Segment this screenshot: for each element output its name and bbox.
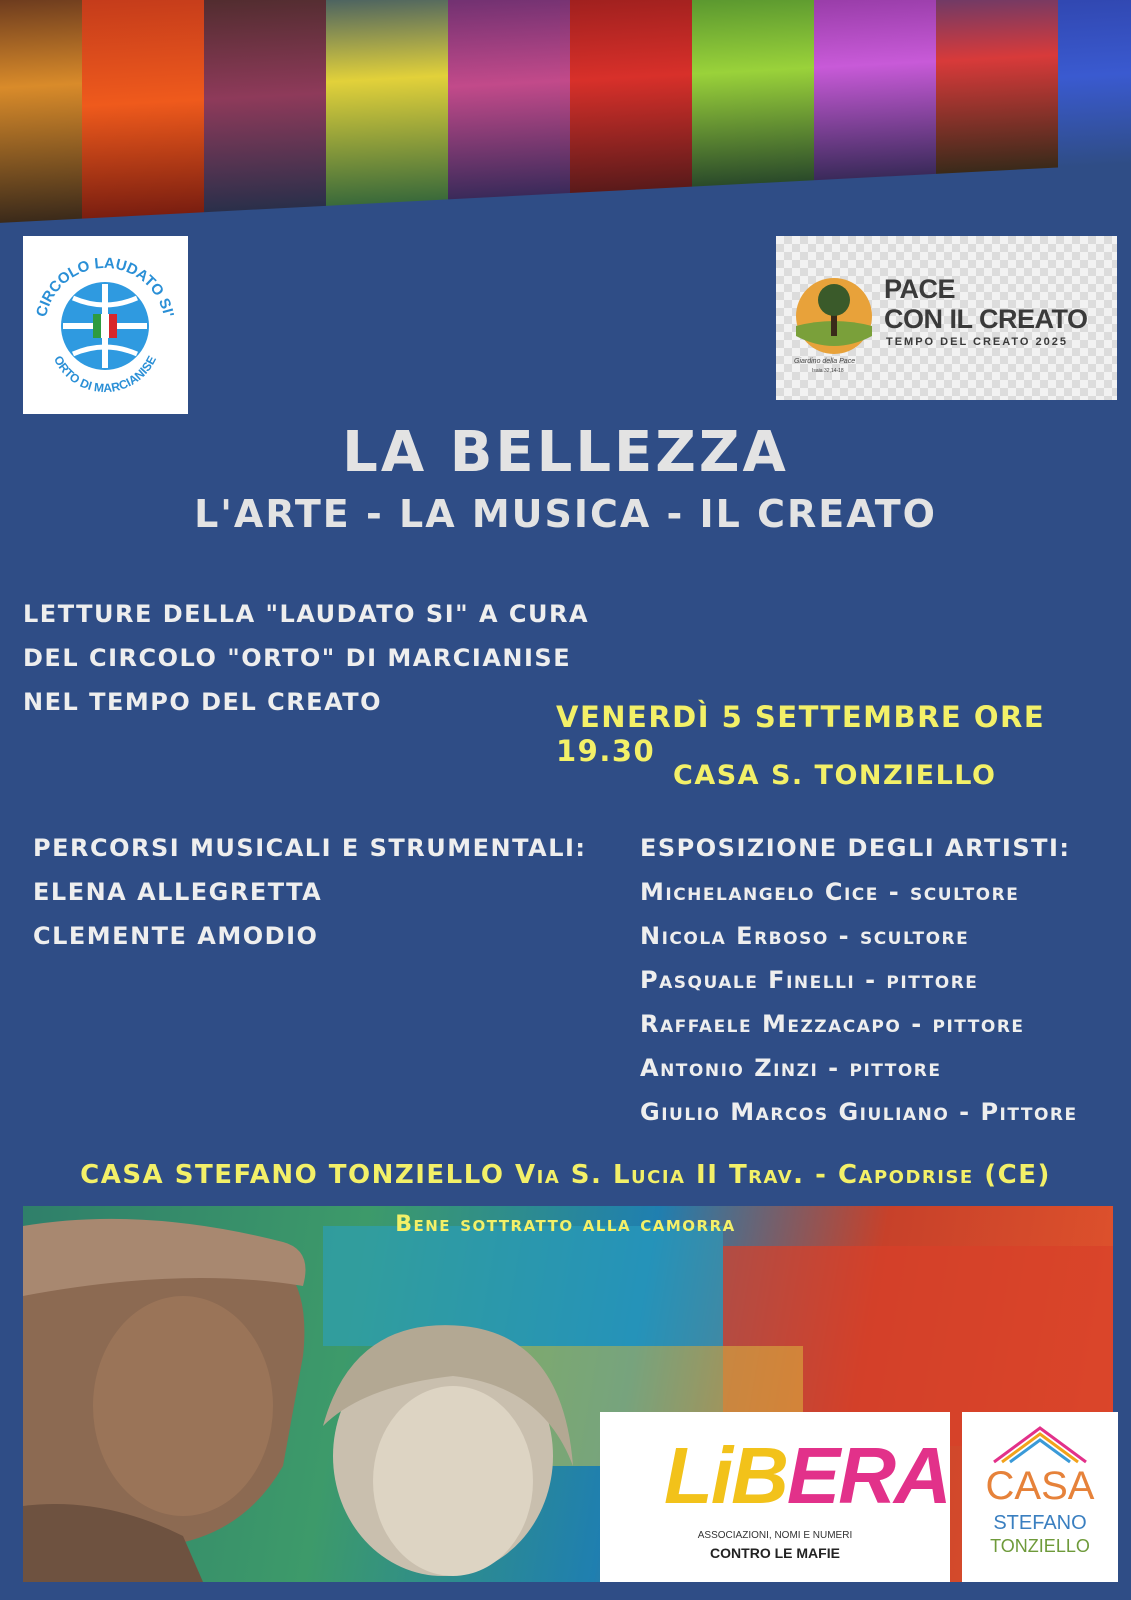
event-subtitle: L'ARTE - LA MUSICA - IL CREATO xyxy=(194,492,937,536)
circolo-ring-top: CIRCOLO LAUDATO SI' xyxy=(33,254,177,319)
pace-con-il-creato-logo xyxy=(776,236,1117,400)
libera-tagline: ASSOCIAZIONI, NOMI E NUMERI xyxy=(697,1530,853,1541)
libera-logo xyxy=(600,1412,950,1582)
letture-line: NEL TEMPO DEL CREATO xyxy=(23,688,383,716)
sculpture-heads-image xyxy=(23,1206,623,1582)
casa-word: CASA xyxy=(985,1464,1095,1508)
event-address: CASA STEFANO TONZIELLO Via S. Lucia II Trav. - Capodrise (CE) xyxy=(80,1160,1051,1190)
house-roof-icon xyxy=(990,1422,1090,1466)
musician-name: ELENA ALLEGRETTA xyxy=(33,878,323,906)
pace-title-line2: CON IL CREATO xyxy=(884,304,1088,334)
music-heading: PERCORSI MUSICALI E STRUMENTALI: xyxy=(33,834,587,862)
event-date: VENERDÌ 5 SETTEMBRE ORE 19.30 xyxy=(556,700,1046,768)
pace-caption: Giardino della Pace xyxy=(794,358,856,365)
letture-line: LETTURE DELLA "LAUDATO SI" A CURA xyxy=(23,600,590,628)
circolo-ring-bottom: ORTO DI MARCIANISE xyxy=(50,353,160,396)
artist-name: Pasquale Finelli - pittore xyxy=(640,966,979,994)
artist-name: Raffaele Mezzacapo - pittore xyxy=(640,1010,1025,1038)
pace-title-line1: PACE xyxy=(884,274,956,304)
stefano-word: STEFANO xyxy=(993,1512,1087,1534)
letture-line: DEL CIRCOLO "ORTO" DI MARCIANISE xyxy=(23,644,572,672)
top-artwork-banner xyxy=(0,0,1131,225)
event-place: CASA S. TONZIELLO xyxy=(673,760,997,791)
letture-description xyxy=(23,592,589,724)
confiscated-asset-note: Bene sottratto alla camorra xyxy=(395,1212,736,1237)
tree-icon xyxy=(794,276,874,356)
musician-name: CLEMENTE AMODIO xyxy=(33,922,319,950)
circolo-laudato-si-logo xyxy=(23,236,188,414)
pace-subtitle: TEMPO DEL CREATO 2025 xyxy=(886,336,1068,348)
artist-name: Giulio Marcos Giuliano - Pittore xyxy=(640,1098,1078,1126)
artist-name: Nicola Erboso - scultore xyxy=(640,922,970,950)
pace-caption-ref: Isaia 32,14-18 xyxy=(812,368,844,374)
artists-section xyxy=(640,826,1078,1134)
artist-name: Michelangelo Cice - scultore xyxy=(640,878,1020,906)
tonziello-word: TONZIELLO xyxy=(990,1536,1090,1556)
libera-wordmark: LiBERA xyxy=(664,1431,950,1520)
event-title: LA BELLEZZA xyxy=(342,420,789,485)
artists-heading: ESPOSIZIONE DEGLI ARTISTI: xyxy=(640,834,1071,862)
artist-name: Antonio Zinzi - pittore xyxy=(640,1054,942,1082)
casa-stefano-tonziello-logo xyxy=(962,1412,1118,1582)
libera-slogan: CONTRO LE MAFIE xyxy=(710,1545,840,1561)
music-section xyxy=(33,826,587,958)
